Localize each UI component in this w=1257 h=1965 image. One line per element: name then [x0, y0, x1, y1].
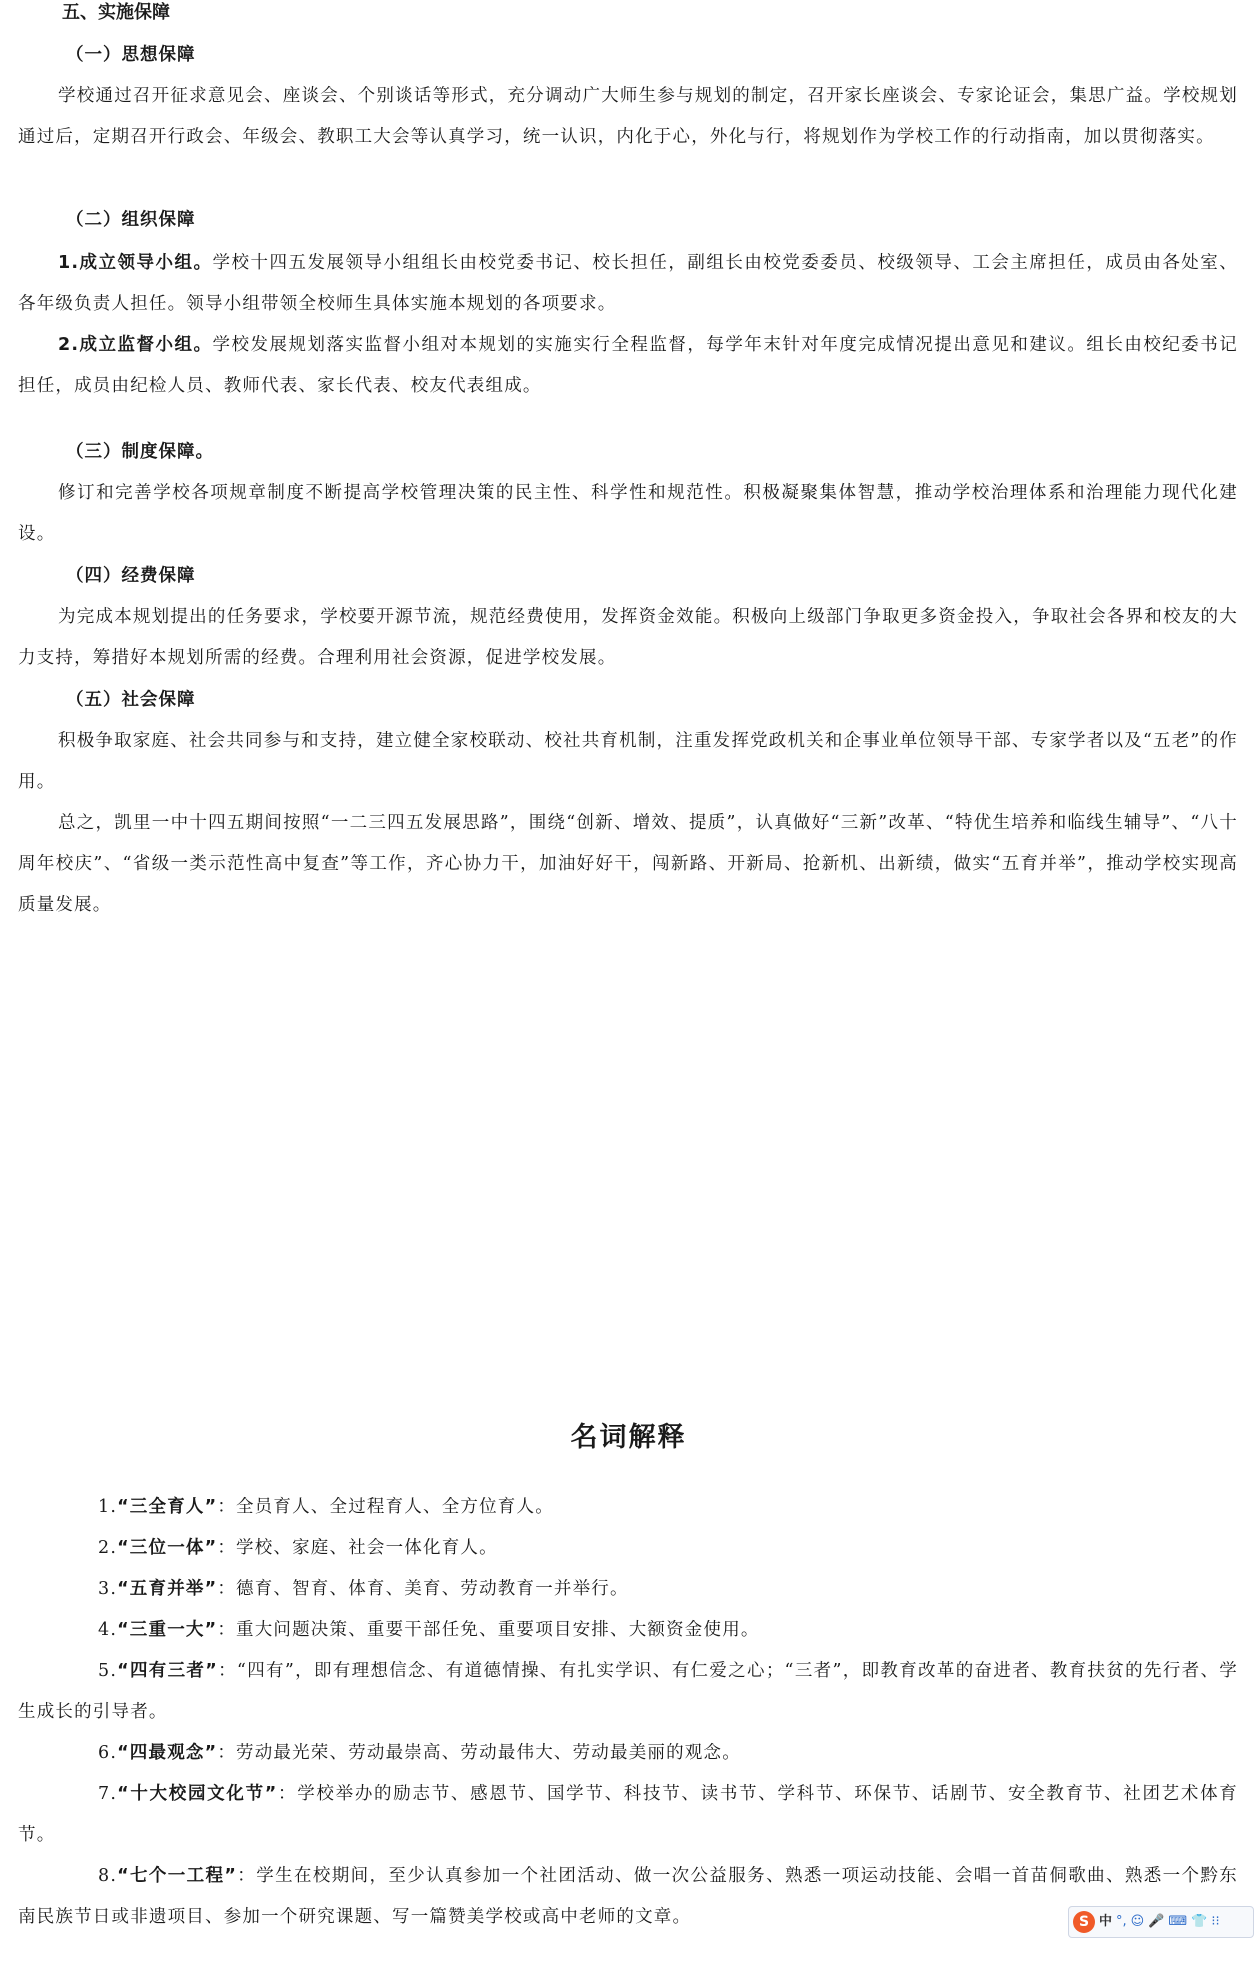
ime-voice-icon[interactable]: 🎤 — [1148, 1914, 1165, 1929]
glossary-item-2 — [18, 1528, 1238, 1569]
glossary-term: “十大校园文化节” — [117, 1784, 278, 1804]
glossary-term: “四最观念” — [117, 1743, 218, 1763]
sogou-logo-icon[interactable]: S — [1073, 1911, 1095, 1933]
item-text: 学校十四五发展领导小组组长由校党委书记、校长担任，副组长由校党委委员、校级领导、工会主席担任，成员由各处室、各年级负责人担任。领导小组带领全校师生具体实施本规划的各项要求。 — [18, 253, 1239, 314]
item-number: 8. — [98, 1866, 118, 1886]
ime-language-toggle[interactable]: 中 — [1099, 1914, 1113, 1929]
item-number: 2. — [98, 1538, 118, 1558]
glossary-definition: ：全员育人、全过程育人、全方位育人。 — [217, 1497, 554, 1517]
paragraph-summary: 总之，凯里一中十四五期间按照“一二三四五发展思路”，围绕“创新、增效、提质”，认真做好“三新”改革、“特优生培养和临线生辅导”、“八十周年校庆”、“省级一类示范性高中复查”等工作，齐心协力干，加油好好干，闯新路、开新局、抢新机、出新绩，做实“五育并举”，推动学校实现高质量发展。 — [18, 813, 1238, 915]
glossary-definition: ：德育、智育、体育、美育、劳动教育一并举行。 — [217, 1579, 629, 1599]
ime-emoji-icon[interactable]: ☺ — [1130, 1914, 1145, 1929]
ime-keyboard-icon[interactable]: ⌨ — [1168, 1914, 1188, 1929]
glossary-item-7 — [18, 1774, 1238, 1856]
glossary-item-1 — [18, 1487, 1238, 1528]
glossary-item-6 — [18, 1733, 1238, 1774]
subsection-heading-system: （三）制度保障。 — [66, 442, 214, 462]
glossary-item-3 — [18, 1569, 1238, 1610]
paragraph-ideology: 学校通过召开征求意见会、座谈会、个别谈话等形式，充分调动广大师生参与规划的制定，召开家长座谈会、专家论证会，集思广益。学校规划通过后，定期召开行政会、年级会、教职工大会等认真学习，统一认识，内化于心，外化与行，将规划作为学校工作的行动指南，加以贯彻落实。 — [18, 86, 1238, 147]
glossary-term: “三重一大” — [117, 1620, 218, 1640]
glossary-definition: ：劳动最光荣、劳动最崇高、劳动最伟大、劳动最美丽的观念。 — [217, 1743, 741, 1763]
paragraph-funding: 为完成本规划提出的任务要求，学校要开源节流，规范经费使用，发挥资金效能。积极向上级部门争取更多资金投入，争取社会各界和校友的大力支持，筹措好本规划所需的经费。合理利用社会资源，促进学校发展。 — [18, 607, 1238, 668]
glossary-term: “三位一体” — [117, 1538, 218, 1558]
glossary-item-8 — [18, 1856, 1238, 1938]
subsection-heading-ideology: （一）思想保障 — [66, 45, 196, 65]
glossary-term: “四有三者” — [117, 1661, 218, 1681]
subsection-heading-funding: （四）经费保障 — [66, 566, 196, 586]
item-number: 3. — [98, 1579, 118, 1599]
subsection-heading-society: （五）社会保障 — [66, 690, 196, 710]
item-lead: 2.成立监督小组。 — [58, 335, 213, 355]
glossary-title: 名词解释 — [570, 1422, 687, 1453]
glossary-definition: ：“四有”，即有理想信念、有道德情操、有扎实学识、有仁爱之心；“三者”，即教育改革的奋进者、教育扶贫的先行者、学生成长的引导者。 — [18, 1661, 1239, 1722]
paragraph-leadership-group — [18, 243, 1238, 325]
ime-menu-icon[interactable]: ⁝⁝ — [1211, 1914, 1220, 1929]
item-number: 6. — [98, 1743, 118, 1763]
item-number: 5. — [98, 1661, 118, 1681]
paragraph-society: 积极争取家庭、社会共同参与和支持，建立健全家校联动、校社共育机制，注重发挥党政机关和企事业单位领导干部、专家学者以及“五老”的作用。 — [18, 731, 1238, 792]
item-lead: 1.成立领导小组。 — [58, 253, 213, 273]
section-title: 五、实施保障 — [62, 2, 170, 23]
glossary-term: “七个一工程” — [117, 1866, 238, 1886]
item-number: 1. — [98, 1497, 118, 1517]
item-text: 学校发展规划落实监督小组对本规划的实施实行全程监督，每学年末针对年度完成情况提出意见和建议。组长由校纪委书记担任，成员由纪检人员、教师代表、家长代表、校友代表组成。 — [18, 335, 1239, 396]
ime-skin-icon[interactable]: 👕 — [1191, 1914, 1208, 1929]
item-number: 4. — [98, 1620, 118, 1640]
paragraph-supervision-group — [18, 325, 1238, 407]
ime-toolbar[interactable] — [1068, 1906, 1254, 1938]
ime-punctuation-icon[interactable]: °, — [1116, 1914, 1127, 1929]
glossary-definition: ：学校、家庭、社会一体化育人。 — [217, 1538, 498, 1558]
glossary-definition: ：学生在校期间，至少认真参加一个社团活动、做一次公益服务、熟悉一项运动技能、会唱一首苗侗歌曲、熟悉一个黔东南民族节日或非遗项目、参加一个研究课题、写一篇赞美学校或高中老师的文章。 — [18, 1866, 1238, 1927]
glossary-item-5 — [18, 1651, 1238, 1733]
paragraph-system: 修订和完善学校各项规章制度不断提高学校管理决策的民主性、科学性和规范性。积极凝聚集体智慧，推动学校治理体系和治理能力现代化建设。 — [18, 483, 1238, 544]
glossary-definition: ：重大问题决策、重要干部任免、重要项目安排、大额资金使用。 — [217, 1620, 760, 1640]
subsection-heading-organization: （二）组织保障 — [66, 210, 196, 230]
glossary-term: “五育并举” — [117, 1579, 218, 1599]
glossary-term: “三全育人” — [117, 1497, 218, 1517]
glossary-item-4 — [18, 1610, 1238, 1651]
glossary-definition: ：学校举办的励志节、感恩节、国学节、科技节、读书节、学科节、环保节、话剧节、安全教育节、社团艺术体育节。 — [18, 1784, 1238, 1845]
item-number: 7. — [98, 1784, 118, 1804]
